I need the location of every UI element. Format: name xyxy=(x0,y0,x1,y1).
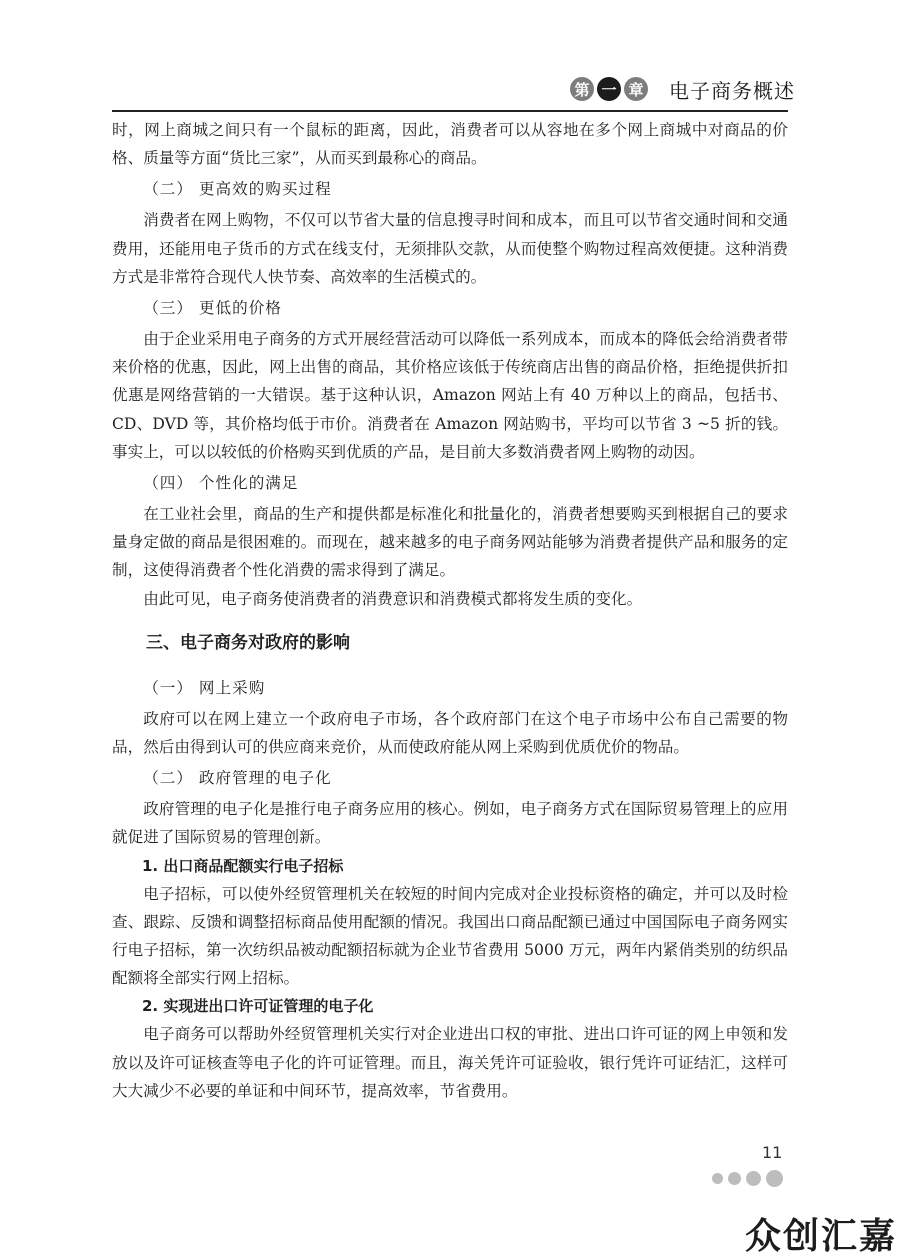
dot-icon xyxy=(746,1171,761,1186)
dot-icon xyxy=(766,1170,783,1187)
page-number: 11 xyxy=(762,1143,783,1162)
dot-icon xyxy=(728,1172,741,1185)
chapter-header xyxy=(570,74,795,104)
dot-icon xyxy=(712,1173,723,1184)
numbered-heading-license-management: 2. 实现进出口许可证管理的电子化 xyxy=(142,997,374,1016)
chapter-title: 电子商务概述 xyxy=(669,78,795,103)
subheading-personalization: （四） 个性化的满足 xyxy=(143,474,299,493)
numbered-heading-export-quota: 1. 出口商品配额实行电子招标 xyxy=(142,856,344,875)
chapter-prefix: 第 xyxy=(570,77,594,101)
paragraph-personalization: 在工业社会里，商品的生产和提供都是标准化和批量化的，消费者想要购买到根据自己的要求量身定做的商品是很困难的。而现在，越来越多的电子商务网站能够为消费者提供产品和服务的定制，这使得消费者个性化消费的需求得到了满足。 xyxy=(112,505,788,580)
subheading-online-procurement: （一） 网上采购 xyxy=(143,678,266,697)
paragraph-efficient-purchase: 消费者在网上购物，不仅可以节省大量的信息搜寻时间和成本，而且可以节省交通时间和交通费用，还能用电子货币的方式在线支付，无须排队交款，从而使整个购物过程高效便捷。这种消费方式是非常符合现代人快节奏、高效率的生活模式的。 xyxy=(112,211,788,286)
paragraph-lower-price: 由于企业采用电子商务的方式开展经营活动可以降低一系列成本，而成本的降低会给消费者带来价格的优惠，因此，网上出售的商品，其价格应该低于传统商店出售的商品价格，拒绝提供折扣优惠是网络营销的一大错误。基于这种认识，Amazon 网站上有 40 万种以上的商品，包括书、CD、DVD 等，其价格均低于市价。消费者在 Amazon 网站购书，平均可以节省 3 ~5 折的钱。事实上，可以以较低的价格购买到优质的产品，是目前大多数消费者网上购物的动因。 xyxy=(112,330,788,461)
page-body xyxy=(112,116,788,1105)
watermark-logo: 众创汇嘉 xyxy=(745,1216,898,1257)
paragraph-electronic-management: 政府管理的电子化是推行电子商务应用的核心。例如，电子商务方式在国际贸易管理上的应用就促进了国际贸易的管理创新。 xyxy=(112,800,788,847)
chapter-number: 一 xyxy=(597,77,621,101)
header-divider xyxy=(112,110,788,112)
paragraph-license-management: 电子商务可以帮助外经贸管理机关实行对企业进出口权的审批、进出口许可证的网上申领和发放以及许可证核查等电子化的许可证管理。而且，海关凭许可证验收，银行凭许可证结汇，这样可大大减少不必要的单证和中间环节，提高效率，节省费用。 xyxy=(112,1025,788,1100)
paragraph-summary: 由此可见，电子商务使消费者的消费意识和消费模式都将发生质的变化。 xyxy=(143,589,643,608)
section-heading-government: 三、电子商务对政府的影响 xyxy=(146,632,350,653)
subheading-efficient-purchase: （二） 更高效的购买过程 xyxy=(143,180,332,199)
paragraph-export-quota: 电子招标，可以使外经贸管理机关在较短的时间内完成对企业投标资格的确定，并可以及时检查、跟踪、反馈和调整招标商品使用配额的情况。我国出口商品配额已通过中国国际电子商务网实行电子招标，第一次纺织品被动配额招标就为企业节省费用 5000 万元，两年内紧俏类别的纺织品配额将全部实行网上招标。 xyxy=(112,884,788,988)
chapter-suffix: 章 xyxy=(624,77,648,101)
subheading-electronic-management: （二） 政府管理的电子化 xyxy=(143,769,332,788)
subheading-lower-price: （三） 更低的价格 xyxy=(143,299,282,318)
decorative-dots xyxy=(712,1170,788,1187)
paragraph-continued: 时，网上商城之间只有一个鼠标的距离，因此，消费者可以从容地在多个网上商城中对商品的价格、质量等方面“货比三家”，从而买到最称心的商品。 xyxy=(112,121,788,168)
paragraph-online-procurement: 政府可以在网上建立一个政府电子市场，各个政府部门在这个电子市场中公布自己需要的物品，然后由得到认可的供应商来竞价，从而使政府能从网上采购到优质优价的物品。 xyxy=(112,709,788,757)
